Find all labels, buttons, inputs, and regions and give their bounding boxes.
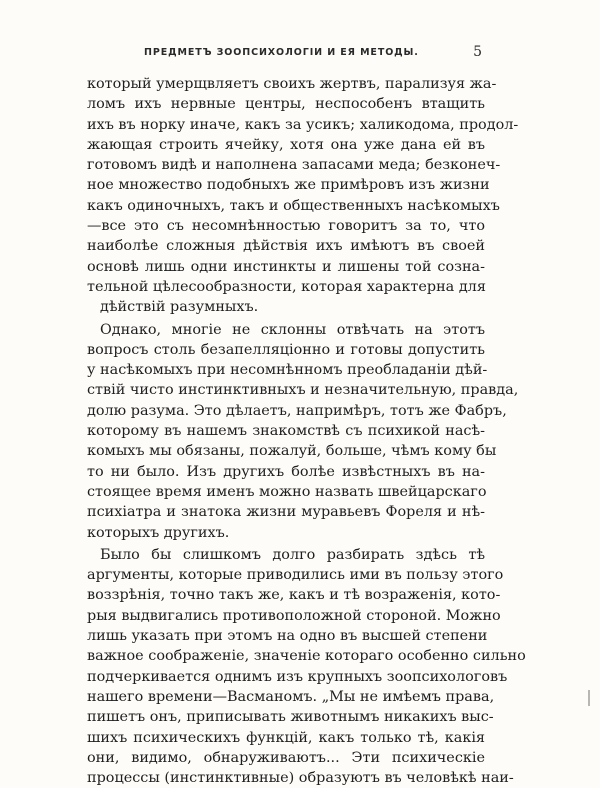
text-line: воззрѣнія, точно такъ же, какъ и тѣ возраженія, кото- xyxy=(87,587,501,604)
text-line: ихъ въ норку иначе, какъ за усикъ; халикодома, продол- xyxy=(87,116,519,133)
text-line: важное соображеніе, значеніе котораго особенно сильно xyxy=(87,648,526,665)
text-line: какъ одиночныхъ, такъ и общественныхъ насѣкомыхъ xyxy=(87,197,500,214)
text-line: пишетъ онъ, приписывать животнымъ никакихъ выс- xyxy=(87,709,494,726)
running-title: ПРЕДМЕТЪ ЗООПСИХОЛОГІИ И ЕЯ МЕТОДЫ. xyxy=(144,47,419,58)
text-line: процессы (инстинктивные) образуютъ въ человѣкѣ наи- xyxy=(87,770,514,787)
text-line: Однако, многіе не склонны отвѣчать на этотъ xyxy=(100,321,485,338)
text-line: лишь указать при этомъ на одно въ высшей степени xyxy=(87,628,488,645)
text-line: ствій чисто инстинктивныхъ и незначительную, правда, xyxy=(87,382,519,399)
text-line: основѣ лишь одни инстинкты и лишены той сознa- xyxy=(87,258,485,275)
text-line: нашего времени—Васманомъ. „Мы не имѣемъ права, xyxy=(87,688,495,705)
text-line: который умерщвляетъ своихъ жертвъ, парализуя жа- xyxy=(87,76,497,92)
text-line: подчеркивается однимъ изъ крупныхъ зоопсихологовъ xyxy=(87,668,508,685)
text-line: Было бы слишкомъ долго разбирать здѣсь тѣ xyxy=(100,546,485,563)
text-line: рыя выдвигались противоположной стороной. Можно xyxy=(87,607,501,624)
text-line: то ни было. Изъ другихъ болѣе извѣстныхъ въ на- xyxy=(87,463,485,480)
running-header xyxy=(144,44,482,63)
text-line: долю разума. Это дѣлаетъ, напримѣръ, тотъ же Фабръ, xyxy=(87,402,507,419)
text-line: которыхъ другихъ. xyxy=(87,524,230,541)
body-text xyxy=(87,74,526,788)
text-line: тельной цѣлесообразности, которая характерна для xyxy=(87,278,486,295)
text-line: ное множество подобныхъ же примѣровъ изъ жизни xyxy=(87,177,490,194)
text-line: они, видимо, обнаруживаютъ... Эти психическіе xyxy=(87,749,485,766)
text-line: вопросъ столь безапелляціонно и готовы допустить xyxy=(87,341,485,358)
text-line: стоящее время именъ можно назвать швейцарскаго xyxy=(87,483,487,500)
page-edge-mark xyxy=(588,690,590,706)
text-line: дѣйствій разумныхъ. xyxy=(100,299,259,316)
text-line: психіатра и знатока жизни муравьевъ Фореля и нѣ- xyxy=(87,504,485,521)
text-line: у насѣкомыхъ при несомнѣнномъ преобладаніи дѣй- xyxy=(87,362,488,379)
text-line: аргументы, которые приводились ими въ пользу этого xyxy=(87,567,504,584)
text-line: ломъ ихъ нервные центры, неспособенъ втащить xyxy=(87,96,485,113)
paragraph-3 xyxy=(87,545,526,788)
paragraph-1 xyxy=(87,74,519,318)
text-line: комыхъ мы обязаны, пожалуй, больше, чѣмъ кому бы xyxy=(87,443,497,460)
text-line: —все это съ несомнѣнностью говоритъ за то, что xyxy=(87,218,485,235)
text-line: которому въ нашемъ знакомствѣ съ психикой насѣ- xyxy=(87,423,485,440)
text-line: готовомъ видѣ и наполнена запасами меда; безконеч- xyxy=(87,157,501,174)
text-line: шихъ психическихъ функцій, какъ только тѣ, какія xyxy=(87,729,485,746)
text-line: жающая строить ячейку, хотя она уже дана ей въ xyxy=(87,136,485,153)
page-number: 5 xyxy=(473,44,482,60)
paragraph-2 xyxy=(87,320,519,543)
text-line: наиболѣе сложныя дѣйствія ихъ имѣютъ въ своей xyxy=(87,238,485,255)
